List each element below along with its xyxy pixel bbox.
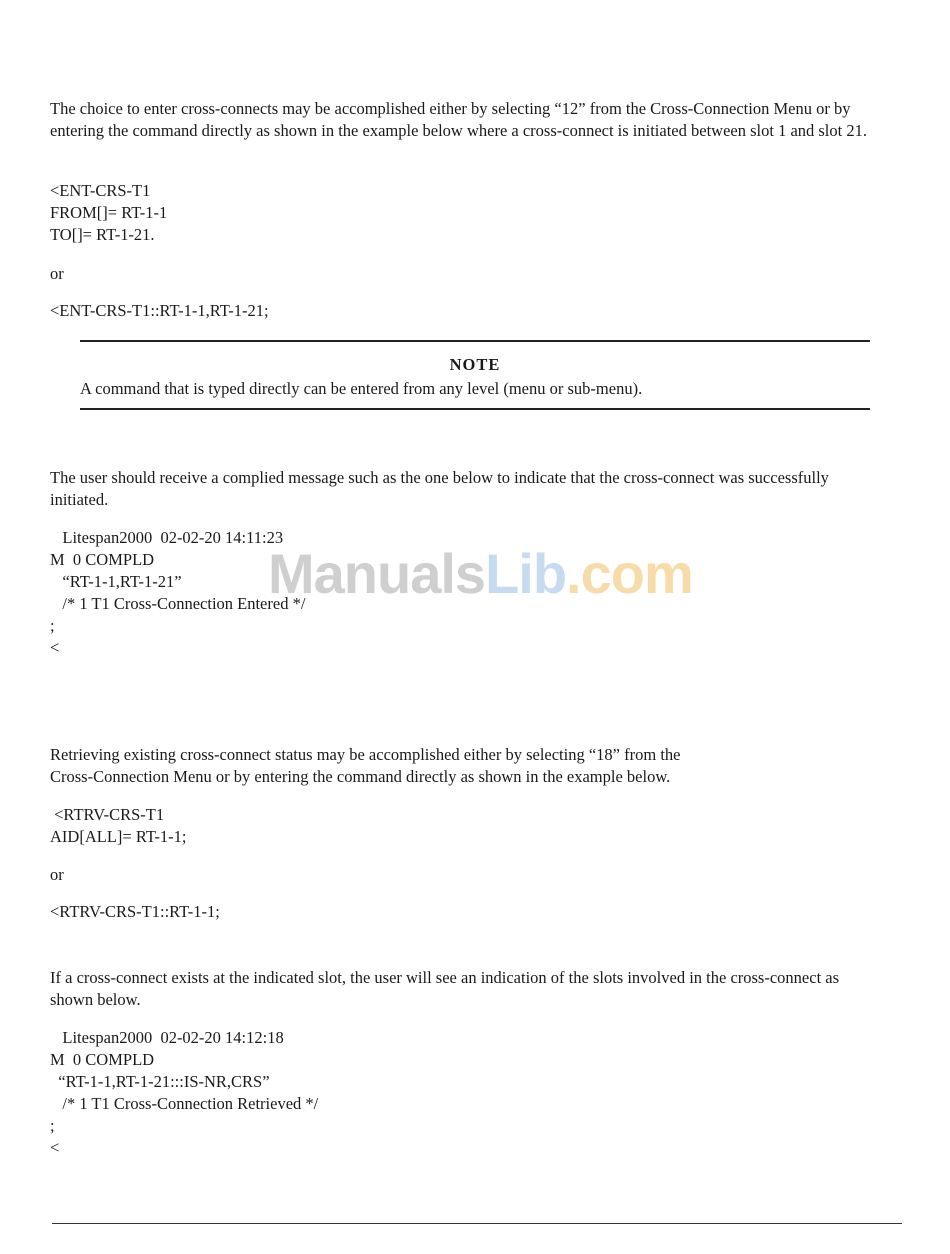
note-bottom-rule <box>80 408 870 410</box>
paragraph-line: Retrieving existing cross-connect status may be accomplished either by selecting “18” from the <box>50 745 681 764</box>
note-text: A command that is typed directly can be entered from any level (menu or sub-menu). <box>80 379 643 398</box>
response-line: M 0 COMPLD <box>50 1050 155 1069</box>
or-text: or <box>50 865 64 884</box>
command-block-rtrv-crs <box>50 804 186 848</box>
response-line: ; <box>50 616 55 635</box>
command-inline-ent-crs: <ENT-CRS-T1::RT-1-1,RT-1-21; <box>50 301 269 320</box>
response-line: < <box>50 1138 60 1157</box>
response-line: M 0 COMPLD <box>50 550 155 569</box>
command-line: <ENT-CRS-T1 <box>50 181 151 200</box>
paragraph-line: Cross-Connection Menu or by entering the command directly as shown in the example below. <box>50 767 671 786</box>
watermark-logo: ManualsLib.com <box>268 542 693 605</box>
note-top-rule <box>80 340 870 342</box>
response-line: Litespan2000 02-02-20 14:11:23 <box>50 528 284 547</box>
or-text: or <box>50 264 64 283</box>
command-line: TO[]= RT-1-21. <box>50 225 155 244</box>
command-line: AID[ALL]= RT-1-1; <box>50 827 187 846</box>
paragraph-complied-message: The user should receive a complied message such as the one below to indicate that the cross-connect was successfully initiated. <box>50 468 829 509</box>
paragraph-retrieve-status <box>50 744 680 788</box>
command-line: FROM[]= RT-1-1 <box>50 203 168 222</box>
response-line: “RT-1-1,RT-1-21” <box>50 572 182 591</box>
response-block-retrieved <box>50 1027 318 1159</box>
response-line: “RT-1-1,RT-1-21:::IS-NR,CRS” <box>50 1072 270 1091</box>
command-block-ent-crs <box>50 180 167 246</box>
note-title: NOTE <box>449 355 501 374</box>
response-block-entered <box>50 527 305 659</box>
response-line: /* 1 T1 Cross-Connection Entered */ <box>50 594 306 613</box>
paragraph-enter-crossconnect: The choice to enter cross-connects may be accomplished either by selecting “12” from the Cross-Connection Menu or by entering the command directly as shown in the example below where a cross-connect is initiated between slot 1 and slot 21. <box>50 99 867 140</box>
response-line: /* 1 T1 Cross-Connection Retrieved */ <box>50 1094 319 1113</box>
command-line: <RTRV-CRS-T1 <box>50 805 165 824</box>
response-line: Litespan2000 02-02-20 14:12:18 <box>50 1028 284 1047</box>
command-inline-rtrv-crs: <RTRV-CRS-T1::RT-1-1; <box>50 902 220 921</box>
response-line: ; <box>50 1116 55 1135</box>
response-line: < <box>50 638 60 657</box>
footer-rule <box>52 1223 902 1224</box>
paragraph-crossconnect-exists: If a cross-connect exists at the indicated slot, the user will see an indication of the slots involved in the cross-connect as shown below. <box>50 968 840 1009</box>
